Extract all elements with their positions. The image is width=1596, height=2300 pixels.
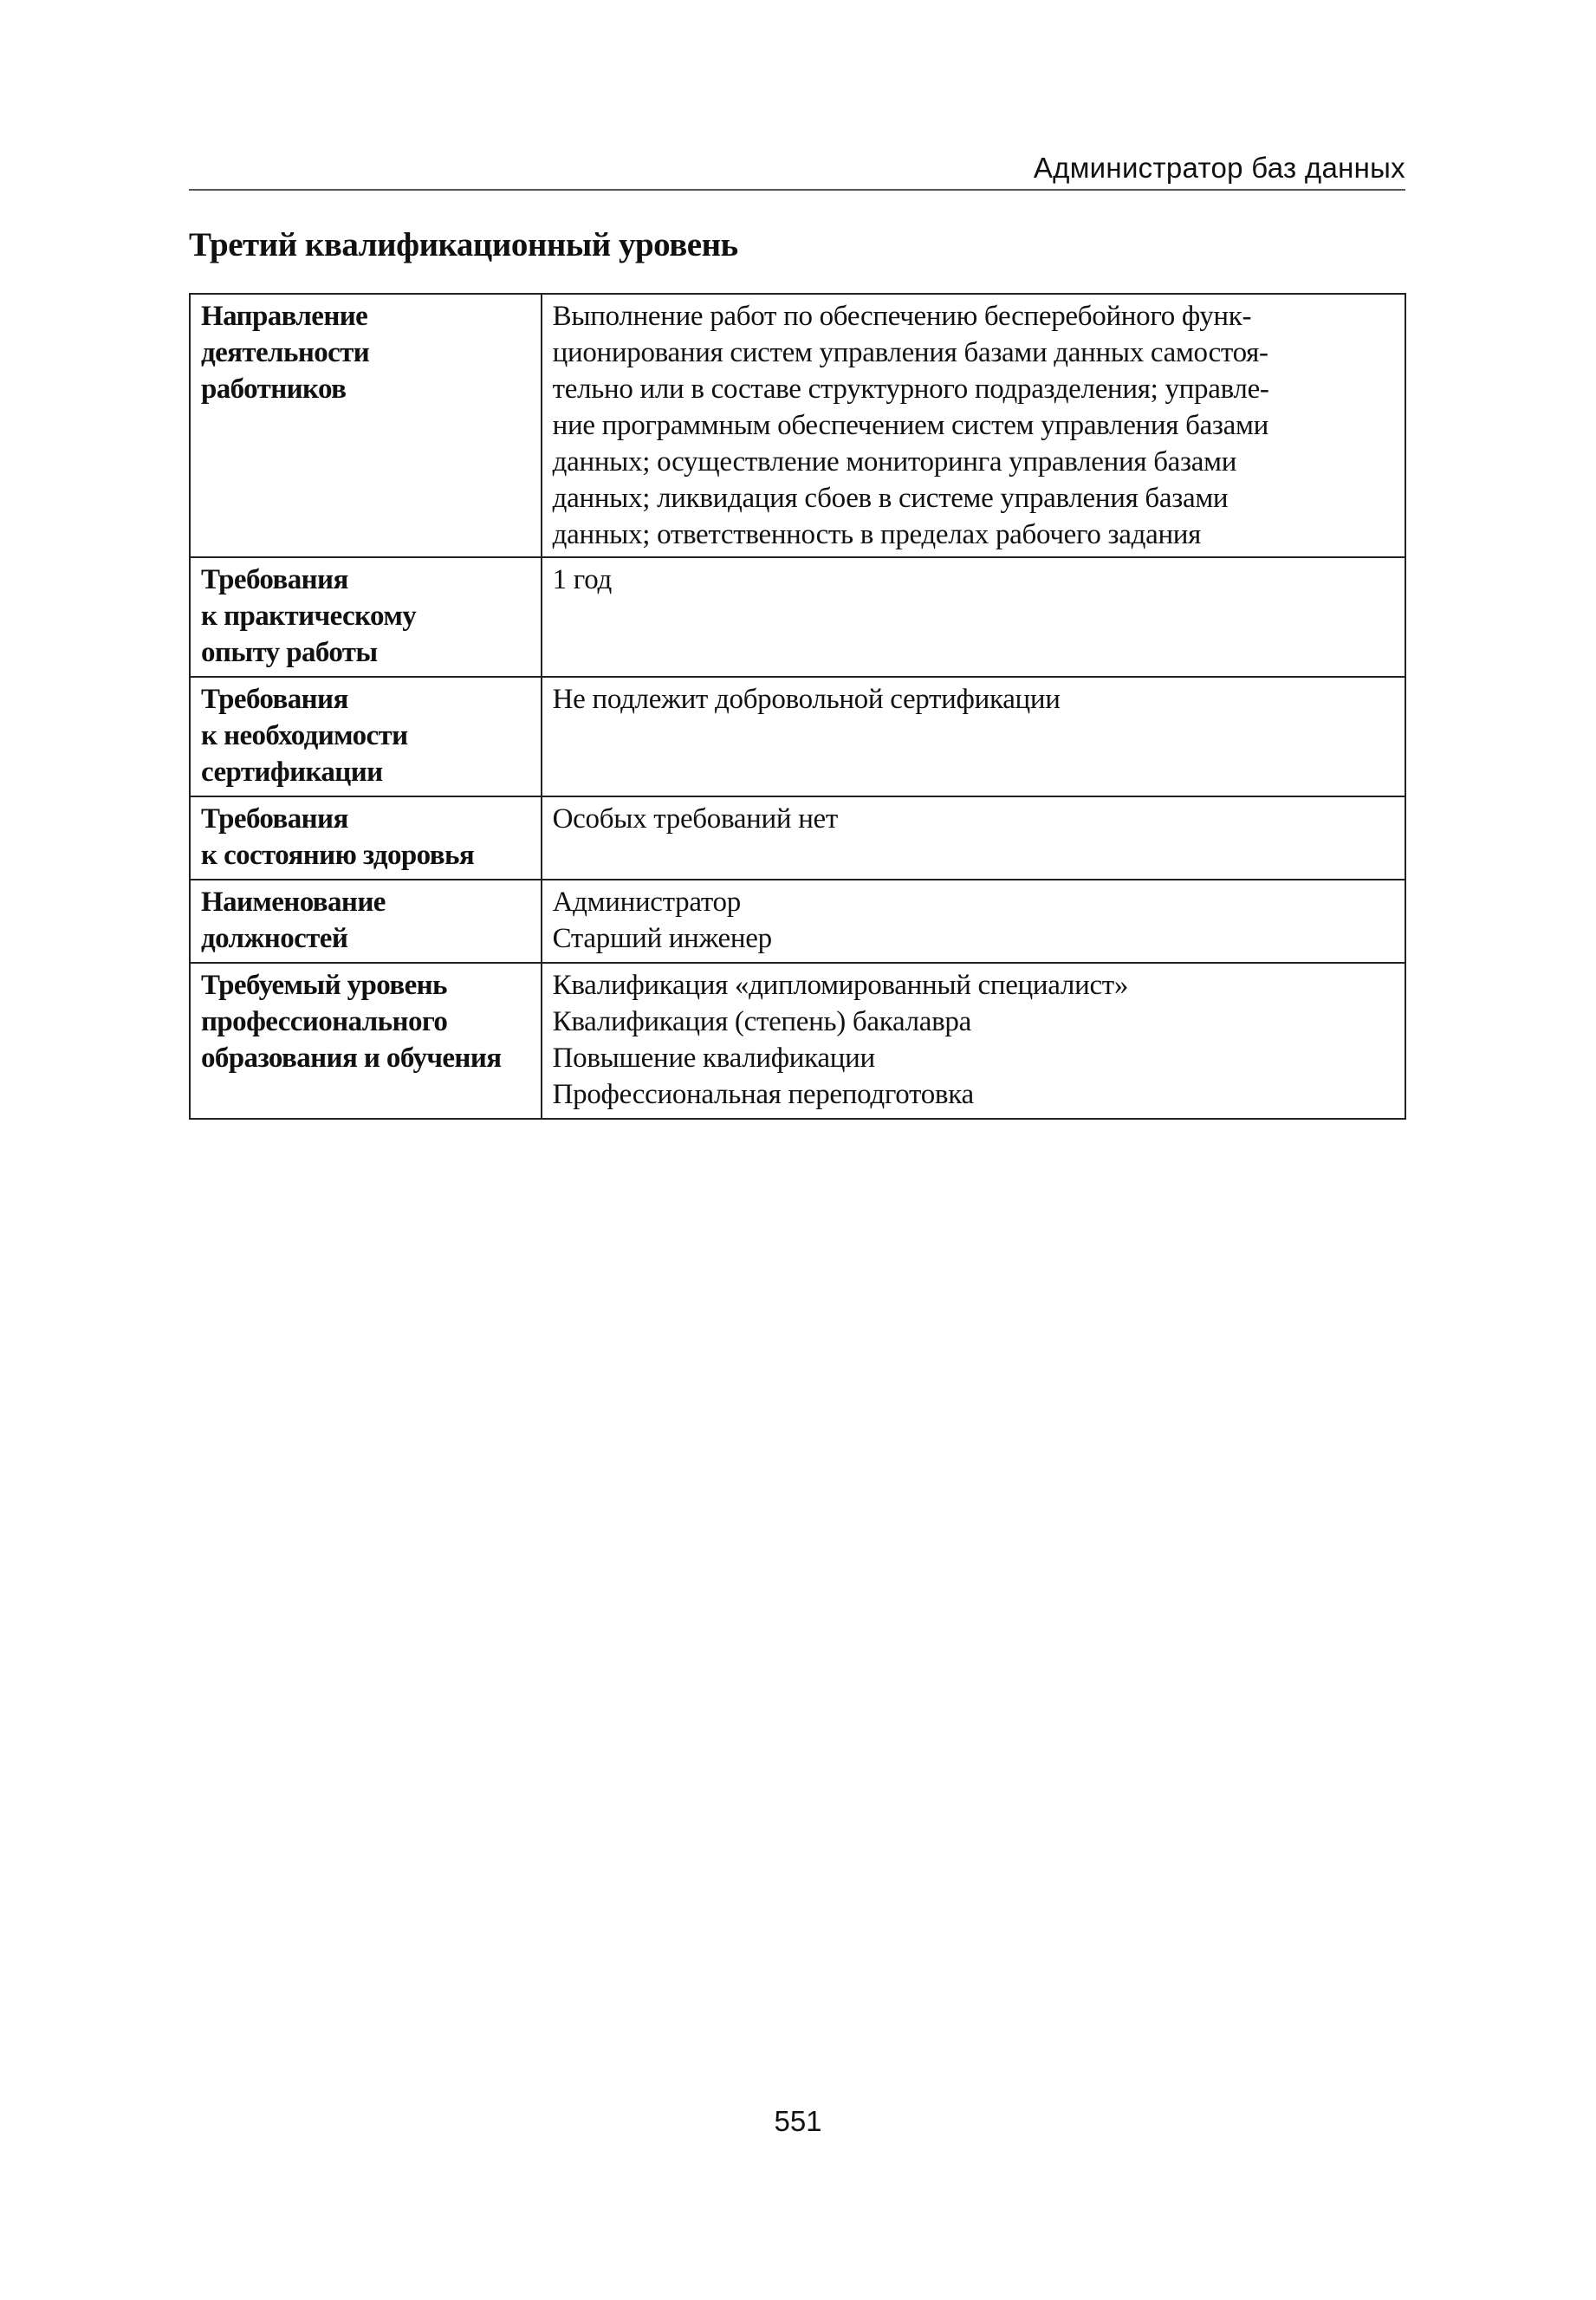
label-line: Направление <box>201 301 368 332</box>
value-line: Квалификация «дипломированный специалист» <box>552 970 1129 1001</box>
label-line: работников <box>201 374 347 405</box>
table-row-positions <box>190 880 1405 963</box>
label-line: Наименование <box>201 887 386 918</box>
row-value <box>542 294 1405 557</box>
value-line: Особых требований нет <box>552 803 839 835</box>
label-line: профессионального <box>201 1006 448 1037</box>
value-line: 1 год <box>552 564 612 595</box>
value-line: тельно или в составе структурного подразделения; управле- <box>552 374 1269 405</box>
row-value <box>542 880 1405 963</box>
section-title: Третий квалификационный уровень <box>189 226 738 263</box>
value-line: данных; ликвидация сбоев в системе управления базами <box>552 483 1229 514</box>
row-value <box>542 963 1405 1119</box>
row-label <box>190 880 542 963</box>
running-header <box>189 149 1405 191</box>
row-label <box>190 294 542 557</box>
row-label <box>190 796 542 880</box>
value-line: Старший инженер <box>552 923 772 954</box>
table-row-activity-direction <box>190 294 1405 557</box>
value-line: Профессиональная переподготовка <box>552 1079 974 1110</box>
row-value <box>542 796 1405 880</box>
label-line: к необходимости <box>201 720 408 751</box>
value-line: Квалификация (степень) бакалавра <box>552 1006 971 1037</box>
label-line: сертификации <box>201 757 383 788</box>
label-line: Требования <box>201 684 348 715</box>
row-label <box>190 677 542 796</box>
value-line: Администратор <box>552 887 741 918</box>
label-line: должностей <box>201 923 348 954</box>
row-label <box>190 963 542 1119</box>
label-line: образования и обучения <box>201 1043 502 1074</box>
value-line: ние программным обеспечением систем управления базами <box>552 410 1268 441</box>
label-line: Требования <box>201 803 348 835</box>
value-line: данных; ответственность в пределах рабочего задания <box>552 519 1202 550</box>
value-line: данных; осуществление мониторинга управления базами <box>552 446 1237 478</box>
value-line: Повышение квалификации <box>552 1043 875 1074</box>
value-line: ционирования систем управления базами данных самостоя- <box>552 337 1268 368</box>
page-number: 551 <box>774 2105 822 2137</box>
running-header-title: Администратор баз данных <box>1033 152 1405 184</box>
label-line: к состоянию здоровья <box>201 840 475 871</box>
row-value <box>542 557 1405 677</box>
table-row-education <box>190 963 1405 1119</box>
table-row-health <box>190 796 1405 880</box>
value-line: Не подлежит добровольной сертификации <box>552 684 1061 715</box>
label-line: опыту работы <box>201 637 378 668</box>
label-line: деятельности <box>201 337 370 368</box>
label-line: Требуемый уровень <box>201 970 447 1001</box>
label-line: Требования <box>201 564 348 595</box>
label-line: к практическому <box>201 601 417 632</box>
value-line: Выполнение работ по обеспечению бесперебойного функ- <box>552 301 1252 332</box>
table-row-practical-experience <box>190 557 1405 677</box>
row-label <box>190 557 542 677</box>
row-value <box>542 677 1405 796</box>
qualification-table <box>189 293 1406 1120</box>
table-row-certification <box>190 677 1405 796</box>
